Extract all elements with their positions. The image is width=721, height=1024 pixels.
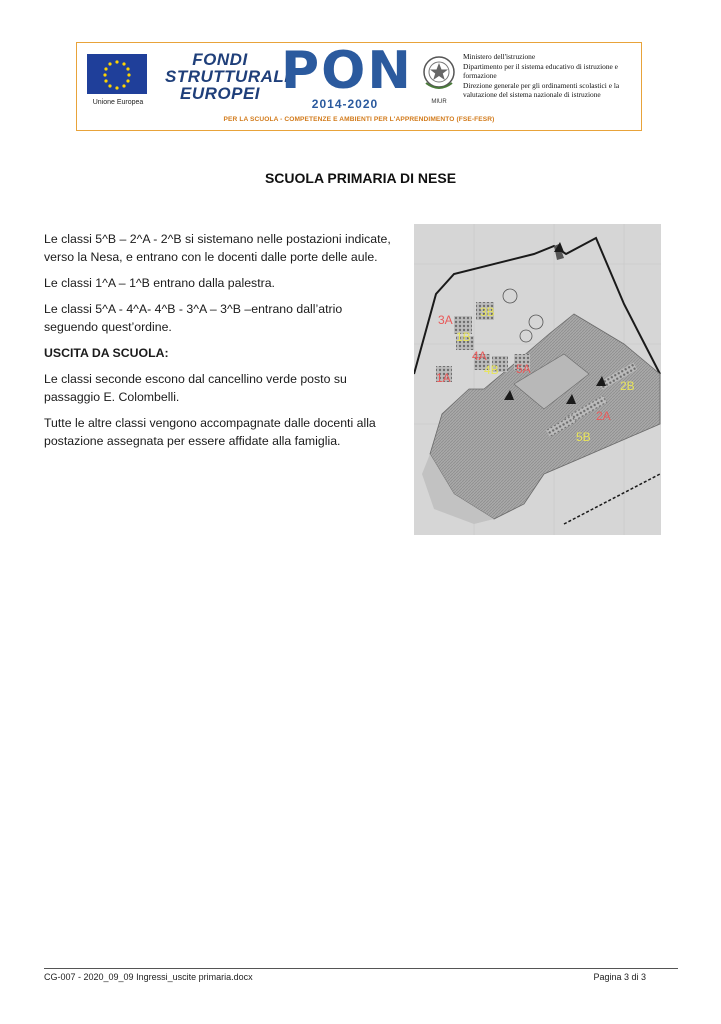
miur-caption: MIUR <box>431 99 447 105</box>
paragraph-entry-atrio: Le classi 5^A - 4^A- 4^B - 3^A – 3^B –entrano dall’atrio seguendo quest’ordine. <box>44 302 343 334</box>
map-label-2a: 2A <box>596 409 611 423</box>
header-banner <box>76 42 642 131</box>
pon-years: 2014-2020 <box>311 97 379 111</box>
map-label-2b: 2B <box>620 379 635 393</box>
italian-republic-emblem-icon <box>421 53 457 93</box>
paragraph-exit-altre: Tutte le altre classi vengono accompagnate dalle docenti alla postazione assegnata per essere affidate alla famiglia. <box>44 416 376 448</box>
exit-heading: USCITA DA SCUOLA: <box>44 346 169 360</box>
map-label-5b: 5B <box>576 430 591 444</box>
footer-divider <box>44 968 678 969</box>
ministry-line-1: Ministero dell'istruzione <box>463 52 536 61</box>
eu-caption: Unione Europea <box>92 99 144 106</box>
map-label-4a: 4A <box>472 349 487 363</box>
pon-text: PON <box>281 41 413 101</box>
footer-filename: CG-007 - 2020_09_09 Ingressi_uscite primaria.docx <box>44 972 253 982</box>
fondi-line-1: FONDI <box>192 50 248 69</box>
ministry-text <box>463 52 639 100</box>
paragraph-entry-seconde: Le classi 5^B – 2^A - 2^B si sistemano nelle postazioni indicate, verso la Nesa, e entrano con le docenti dalle porte delle aule. <box>44 232 391 264</box>
body-text <box>44 230 396 458</box>
map-label-1b: 1B <box>456 330 471 344</box>
ministry-line-3: Direzione generale per gli ordinamenti scolastici e la valutazione del sistema nazionale di istruzione <box>463 80 620 100</box>
footer-page-number: Pagina 3 di 3 <box>593 972 646 982</box>
road-edge-line <box>564 474 660 524</box>
banner-footer-strip: PER LA SCUOLA - COMPETENZE E AMBIENTI PER L'APPRENDIMENTO (FSE-FESR) <box>223 116 495 123</box>
map-label-3a: 3A <box>438 313 453 327</box>
map-label-4b: 4B <box>484 363 499 377</box>
paragraph-entry-prime: Le classi 1^A – 1^B entrano dalla palestra. <box>44 276 275 290</box>
map-label-5a: 5A <box>516 362 531 376</box>
pon-logo <box>281 41 413 111</box>
fondi-line-3: EUROPEI <box>179 84 261 103</box>
fondi-strutturali-logo <box>165 50 290 103</box>
eu-flag-icon <box>87 54 147 94</box>
fondi-line-2: STRUTTURALI <box>165 67 290 86</box>
page-title: SCUOLA PRIMARIA DI NESE <box>264 170 457 186</box>
paragraph-exit-seconde: Le classi seconde escono dal cancellino verde posto su passaggio E. Colombelli. <box>44 372 347 404</box>
ministry-line-2: Dipartimento per il sistema educativo di istruzione e formazione <box>463 61 618 81</box>
map-label-1a: 1A <box>436 371 451 385</box>
map-label-3b: 3B <box>480 305 495 319</box>
trees <box>503 289 543 342</box>
school-map-image <box>414 224 661 535</box>
